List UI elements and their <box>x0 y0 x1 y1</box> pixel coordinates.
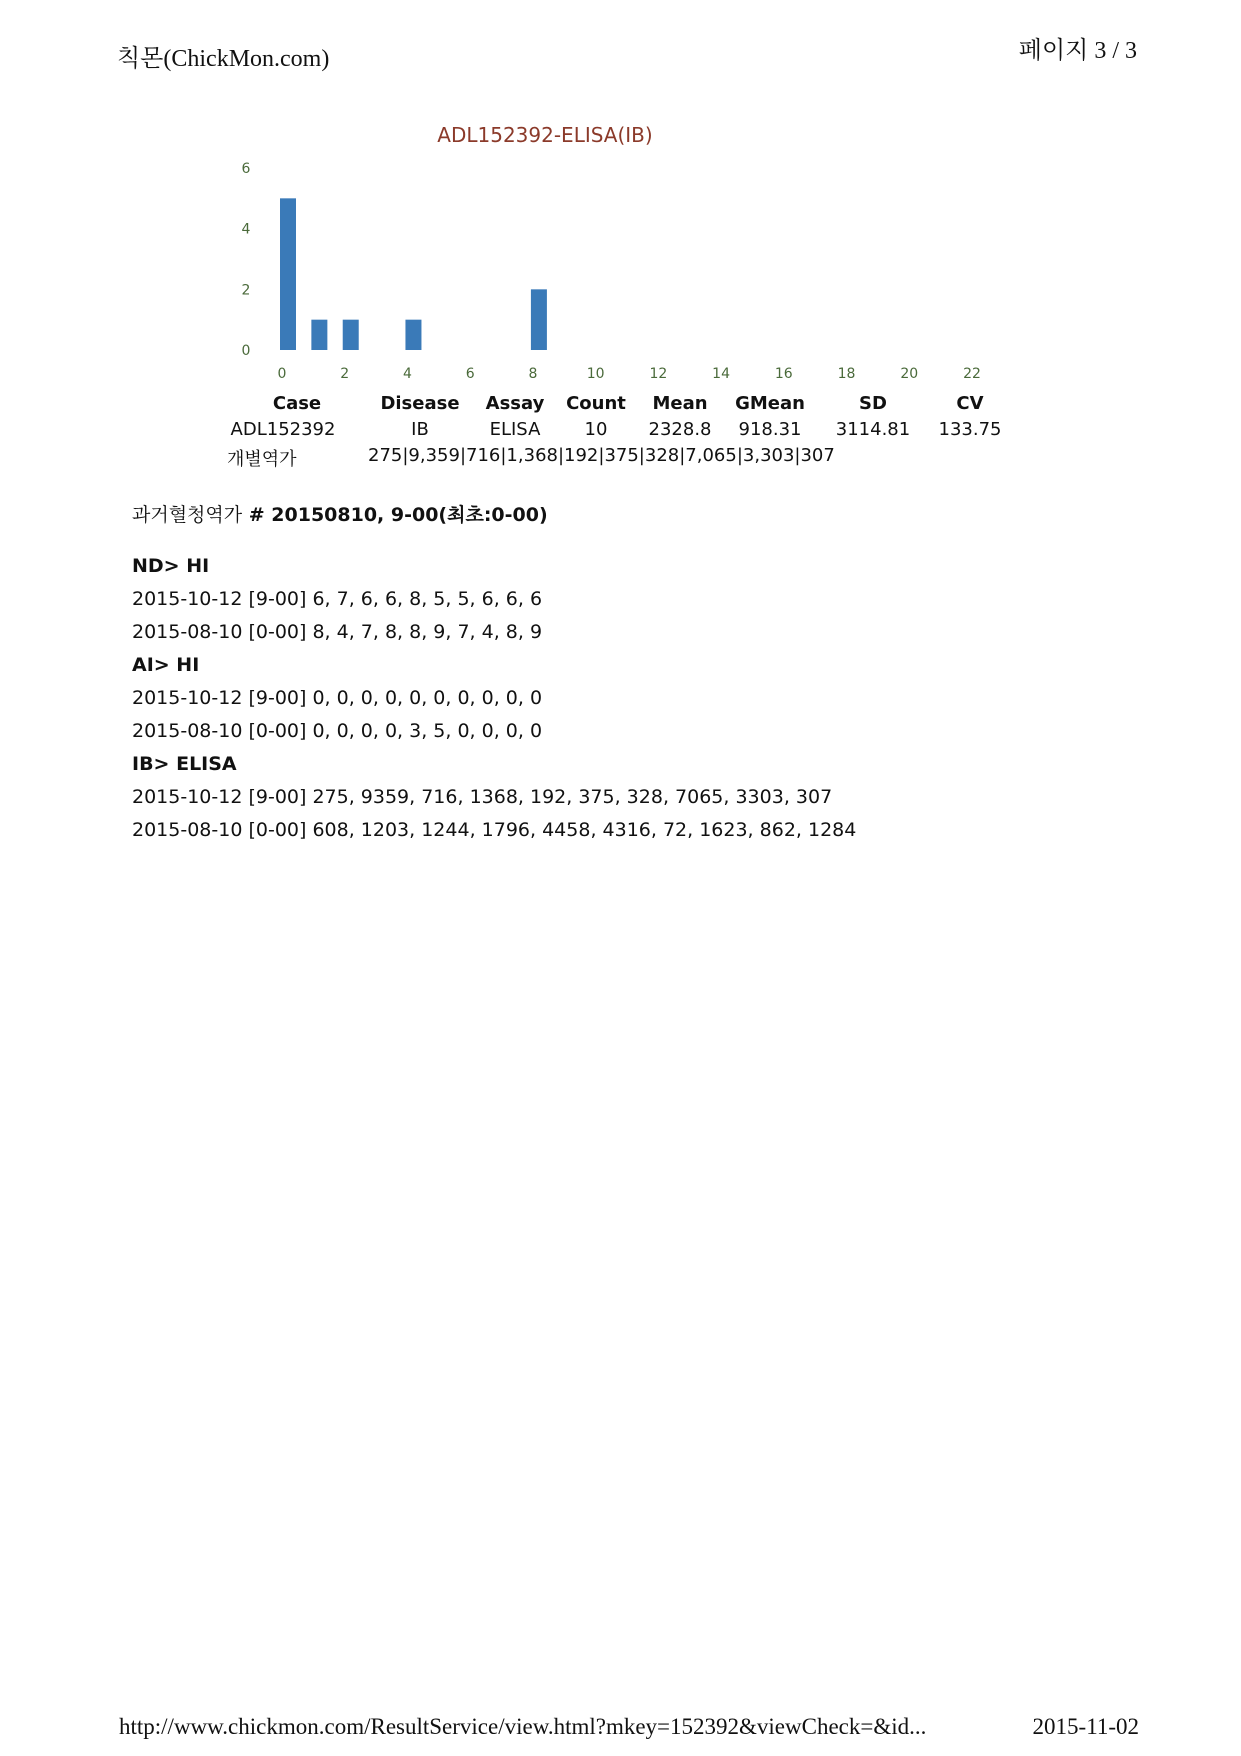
value-sd: 3114.81 <box>835 419 911 440</box>
chart-bar <box>343 320 359 350</box>
value-cv: 133.75 <box>938 419 1002 440</box>
history-line: 2015-10-12 [9-00] 275, 9359, 716, 1368, 192, 375, 328, 7065, 3303, 307 <box>132 786 833 808</box>
stats-table <box>205 393 1025 471</box>
history-line: 2015-08-10 [0-00] 0, 0, 0, 0, 3, 5, 0, 0, 0, 0 <box>132 720 543 742</box>
value-disease: IB <box>411 419 429 440</box>
value-case: ADL152392 <box>230 419 336 440</box>
section-heading-ai-hi: AI> HI <box>132 654 200 676</box>
chart-bar <box>531 289 547 350</box>
x-tick-label: 2 <box>340 366 350 382</box>
x-tick-label: 0 <box>277 366 287 382</box>
header-sd: SD <box>859 393 887 414</box>
y-tick-label: 2 <box>241 282 251 299</box>
individual-label: 개별역가 <box>227 449 297 470</box>
chart-bar <box>280 198 296 350</box>
footer-url: http://www.chickmon.com/ResultService/view.html?mkey=152392&viewCheck=&id... <box>119 1714 927 1739</box>
x-tick-label: 8 <box>528 366 538 382</box>
section-heading-nd-hi: ND> HI <box>132 555 210 577</box>
x-tick-label: 10 <box>586 366 605 382</box>
header-count: Count <box>566 393 626 414</box>
chart-bar <box>311 320 327 350</box>
site-name: 칙몬(ChickMon.com) <box>117 46 330 72</box>
individual-values: 275|9,359|716|1,368|192|375|328|7,065|3,303|307 <box>368 445 835 466</box>
header-gmean: GMean <box>735 393 805 414</box>
x-tick-label: 6 <box>465 366 475 382</box>
chart-title: ADL152392-ELISA(IB) <box>437 123 653 147</box>
individual-titer-row <box>205 445 1025 471</box>
stats-header-row <box>205 393 1025 419</box>
history-title-rest: # 20150810, 9-00(최초:0-00) <box>248 504 548 526</box>
x-tick-label: 20 <box>900 366 919 382</box>
page-number: 페이지 3 / 3 <box>1018 38 1137 64</box>
chart-bar <box>405 320 421 350</box>
x-tick-label: 4 <box>402 366 412 382</box>
y-tick-label: 0 <box>241 343 251 359</box>
history-line: 2015-10-12 [9-00] 0, 0, 0, 0, 0, 0, 0, 0, 0, 0 <box>132 687 543 709</box>
x-tick-label: 14 <box>712 366 731 382</box>
value-gmean: 918.31 <box>738 419 802 440</box>
history-line: 2015-08-10 [0-00] 608, 1203, 1244, 1796, 4458, 4316, 72, 1623, 862, 1284 <box>132 819 857 841</box>
value-assay: ELISA <box>489 419 541 440</box>
history-line: 2015-08-10 [0-00] 8, 4, 7, 8, 8, 9, 7, 4, 8, 9 <box>132 621 543 643</box>
x-tick-label: 22 <box>963 366 981 382</box>
history-line: 2015-10-12 [9-00] 6, 7, 6, 6, 8, 5, 5, 6, 6, 6 <box>132 588 543 610</box>
value-count: 10 <box>584 419 608 440</box>
header-cv: CV <box>956 393 984 414</box>
y-tick-label: 4 <box>241 221 251 238</box>
value-mean: 2328.8 <box>648 419 712 440</box>
titer-bar-chart <box>230 120 1030 390</box>
header-case: Case <box>272 393 322 414</box>
x-tick-label: 12 <box>649 366 668 382</box>
header-assay: Assay <box>485 393 545 414</box>
history-title-prefix: 과거혈청역가 <box>132 504 243 526</box>
header-disease: Disease <box>380 393 460 414</box>
x-tick-label: 16 <box>774 366 793 382</box>
x-tick-label: 18 <box>837 366 856 382</box>
header-mean: Mean <box>652 393 708 414</box>
section-heading-ib-elisa: IB> ELISA <box>132 753 237 775</box>
stats-value-row <box>205 419 1025 445</box>
y-tick-label: 6 <box>241 161 251 177</box>
footer-date: 2015-11-02 <box>1032 1714 1139 1739</box>
history-title <box>132 500 548 527</box>
